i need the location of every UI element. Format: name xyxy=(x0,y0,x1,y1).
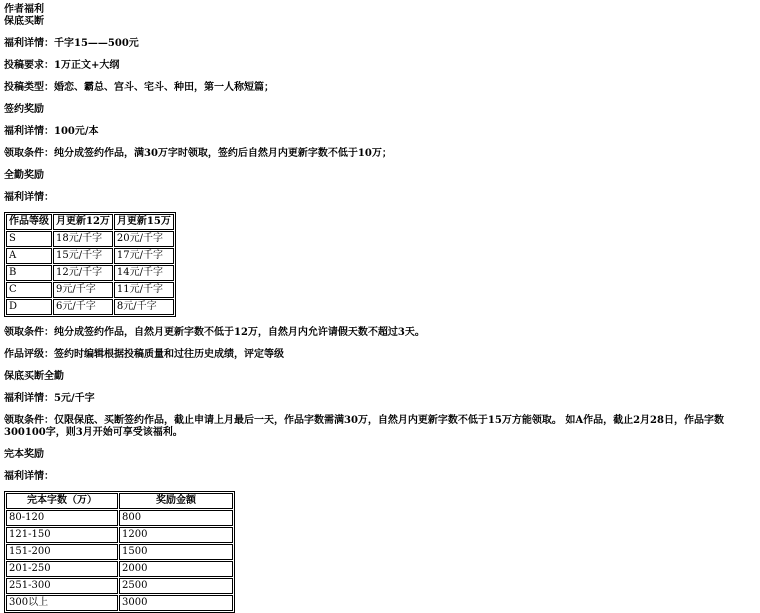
buyout-detail: 福利详情：千字15——500元 xyxy=(4,38,139,49)
section-heading-completion: 完本奖励 xyxy=(4,449,44,460)
table-row xyxy=(6,561,233,577)
table-cell: 2000 xyxy=(119,561,233,577)
table-header-cell: 完本字数（万） xyxy=(6,493,118,509)
signing-detail: 福利详情：100元/本 xyxy=(4,126,99,137)
table-row xyxy=(6,527,233,543)
table-cell: 251-300 xyxy=(6,578,118,594)
table-row xyxy=(6,265,174,281)
table-cell: A xyxy=(6,248,52,264)
buyout-attendance-detail: 福利详情：5元/千字 xyxy=(4,393,95,404)
buyout-attendance-condition: 领取条件：仅限保底、买断签约作品，截止申请上月最后一天，作品字数需满30万，自然月内更新字数不低于15万方能领取。 如A作品，截止2月28日，作品字数300100字，则3月开始可享受该福利。 xyxy=(4,415,724,438)
table-cell: 9元/千字 xyxy=(53,282,113,298)
table-cell: 300以上 xyxy=(6,595,118,611)
table-cell: 3000 xyxy=(119,595,233,611)
table-cell: 201-250 xyxy=(6,561,118,577)
table-row xyxy=(6,299,174,315)
table-cell: 800 xyxy=(119,510,233,526)
attendance-condition: 领取条件：纯分成签约作品，自然月更新字数不低于12万，自然月内允许请假天数不超过3天。 xyxy=(4,327,425,338)
table-cell: B xyxy=(6,265,52,281)
table-cell: 1500 xyxy=(119,544,233,560)
table-row xyxy=(6,510,233,526)
table-cell: 17元/千字 xyxy=(114,248,174,264)
table-row xyxy=(6,248,174,264)
buyout-requirement: 投稿要求：1万正文+大纲 xyxy=(4,60,120,71)
table-cell: 80-120 xyxy=(6,510,118,526)
table-cell: 2500 xyxy=(119,578,233,594)
table-cell: 15元/千字 xyxy=(53,248,113,264)
table-cell: 8元/千字 xyxy=(114,299,174,315)
table-row xyxy=(6,231,174,247)
table-cell: 1200 xyxy=(119,527,233,543)
completion-detail: 福利详情： xyxy=(4,471,54,482)
table-cell: 151-200 xyxy=(6,544,118,560)
table-cell: D xyxy=(6,299,52,315)
section-heading-buyout-attendance: 保底买断全勤 xyxy=(4,371,64,382)
table-row xyxy=(6,282,174,298)
attendance-rating: 作品评级：签约时编辑根据投稿质量和过往历史成绩，评定等级 xyxy=(4,349,284,360)
section-heading-buyout: 保底买断 xyxy=(4,16,44,27)
completion-table xyxy=(4,491,235,613)
attendance-detail: 福利详情： xyxy=(4,192,54,203)
table-cell: 18元/千字 xyxy=(53,231,113,247)
buyout-types: 投稿类型：婚恋、霸总、宫斗、宅斗、种田，第一人称短篇； xyxy=(4,82,274,93)
section-heading-signing: 签约奖励 xyxy=(4,104,44,115)
table-header-cell: 作品等级 xyxy=(6,214,52,230)
table-header-cell: 月更新12万 xyxy=(53,214,113,230)
table-header-row xyxy=(6,214,174,230)
table-cell: 121-150 xyxy=(6,527,118,543)
signing-condition: 领取条件：纯分成签约作品，满30万字时领取，签约后自然月内更新字数不低于10万； xyxy=(4,148,392,159)
page-title: 作者福利 xyxy=(4,4,44,15)
section-heading-attendance: 全勤奖励 xyxy=(4,170,44,181)
table-row xyxy=(6,544,233,560)
table-header-cell: 月更新15万 xyxy=(114,214,174,230)
table-header-row xyxy=(6,493,233,509)
attendance-table xyxy=(4,212,176,317)
table-cell: 6元/千字 xyxy=(53,299,113,315)
table-cell: 12元/千字 xyxy=(53,265,113,281)
table-cell: 11元/千字 xyxy=(114,282,174,298)
table-cell: 20元/千字 xyxy=(114,231,174,247)
table-cell: 14元/千字 xyxy=(114,265,174,281)
table-row xyxy=(6,595,233,611)
table-header-cell: 奖励金额 xyxy=(119,493,233,509)
table-cell: S xyxy=(6,231,52,247)
table-cell: C xyxy=(6,282,52,298)
table-row xyxy=(6,578,233,594)
